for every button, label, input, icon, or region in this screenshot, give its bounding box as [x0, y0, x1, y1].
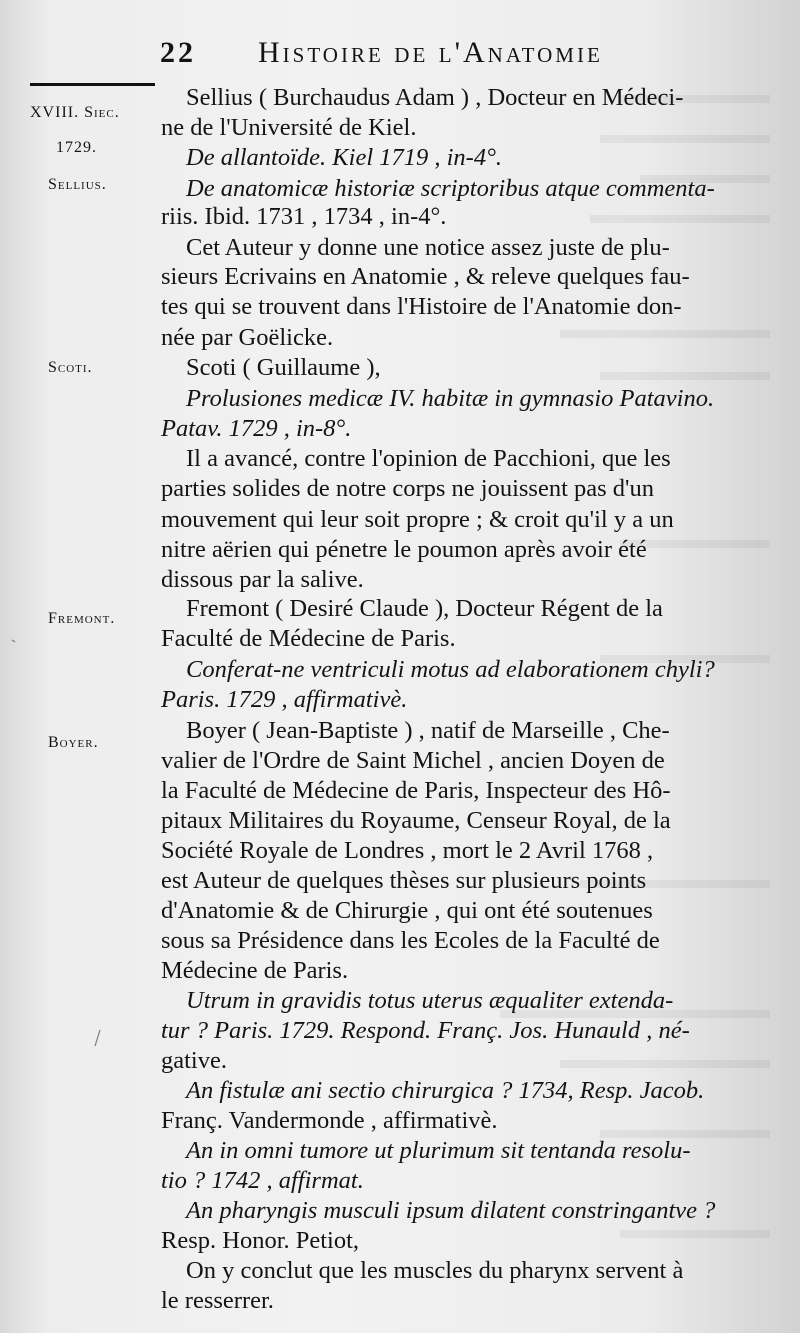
text-line: An in omni tumore ut plurimum sit tentanda resolu-	[186, 1137, 691, 1164]
text-line: pitaux Militaires du Royaume, Censeur Royal, de la	[161, 807, 671, 834]
text-line: Resp. Honor. Petiot,	[161, 1227, 360, 1254]
text-line: Sellius ( Burchaudus Adam ) , Docteur en Médeci-	[186, 84, 684, 111]
text-line: De allantoïde. Kiel 1719 , in-4°.	[186, 144, 503, 171]
margin-note-century: XVIII. Siec.	[30, 104, 120, 121]
text-line: Patav. 1729 , in-8°.	[161, 415, 352, 442]
text-line: née par Goëlicke.	[161, 324, 334, 351]
margin-note-boyer: Boyer.	[48, 734, 99, 751]
text-line: d'Anatomie & de Chirurgie , qui ont été soutenues	[161, 897, 653, 924]
text-line: riis. Ibid. 1731 , 1734 , in-4°.	[161, 203, 447, 230]
text-line: gative.	[161, 1047, 227, 1074]
running-header	[160, 36, 760, 76]
text-line: An fistulæ ani sectio chirurgica ? 1734, Resp. Jacob.	[186, 1077, 705, 1104]
margin-note-scoti: Scoti.	[48, 359, 93, 376]
text-line: ne de l'Université de Kiel.	[161, 114, 417, 141]
text-line: Franç. Vandermonde , affirmativè.	[161, 1107, 498, 1134]
text-line: tur ? Paris. 1729. Respond. Franç. Jos. Hunauld , né-	[161, 1017, 690, 1044]
text-line: Société Royale de Londres , mort le 2 Avril 1768 ,	[161, 837, 654, 864]
text-line: sous sa Présidence dans les Ecoles de la Faculté de	[161, 927, 660, 954]
running-title: Histoire de l'Anatomie	[258, 36, 603, 69]
text-line: tes qui se trouvent dans l'Histoire de l'Anatomie don-	[161, 293, 682, 320]
text-line: le resserrer.	[161, 1287, 274, 1314]
text-line: Médecine de Paris.	[161, 957, 349, 984]
text-line: nitre aërien qui pénetre le poumon après avoir été	[161, 536, 647, 563]
text-line: parties solides de notre corps ne jouissent pas d'un	[161, 475, 654, 502]
text-line: est Auteur de quelques thèses sur plusieurs points	[161, 867, 647, 894]
margin-note-sellius: Sellius.	[48, 176, 107, 193]
margin-note-year: 1729.	[56, 139, 97, 156]
text-line: mouvement qui leur soit propre ; & croit qu'il y a un	[161, 506, 674, 533]
text-line: An pharyngis musculi ipsum dilatent constringantve ?	[186, 1197, 716, 1224]
text-line: Paris. 1729 , affirmativè.	[161, 686, 408, 713]
margin-note-fremont: Fremont.	[48, 610, 116, 627]
text-line: Utrum in gravidis totus uterus æqualiter extenda-	[186, 987, 674, 1014]
text-line: Scoti ( Guillaume ),	[186, 354, 381, 381]
text-line: valier de l'Ordre de Saint Michel , ancien Doyen de	[161, 747, 665, 774]
text-line: tio ? 1742 , affirmat.	[161, 1167, 364, 1194]
text-line: Prolusiones medicæ IV. habitæ in gymnasio Patavino.	[186, 385, 715, 412]
text-line: la Faculté de Médecine de Paris, Inspecteur des Hô-	[161, 777, 671, 804]
text-line: Boyer ( Jean-Baptiste ) , natif de Marseille , Che-	[186, 717, 670, 744]
margin-rule	[30, 83, 155, 86]
text-line: Il a avancé, contre l'opinion de Pacchioni, que les	[186, 445, 671, 472]
text-line: Conferat-ne ventriculi motus ad elaborationem chyli?	[186, 656, 715, 683]
page-number: 22	[160, 36, 196, 69]
text-line: Fremont ( Desiré Claude ), Docteur Régent de la	[186, 595, 663, 622]
text-line: dissous par la salive.	[161, 566, 364, 593]
text-line: sieurs Ecrivains en Anatomie , & releve quelques fau-	[161, 263, 690, 290]
text-line: Faculté de Médecine de Paris.	[161, 625, 456, 652]
text-line: On y conclut que les muscles du pharynx servent à	[186, 1257, 684, 1284]
text-line: Cet Auteur y donne une notice assez juste de plu-	[186, 234, 670, 261]
text-line: De anatomicæ historiæ scriptoribus atque commenta-	[186, 175, 715, 202]
